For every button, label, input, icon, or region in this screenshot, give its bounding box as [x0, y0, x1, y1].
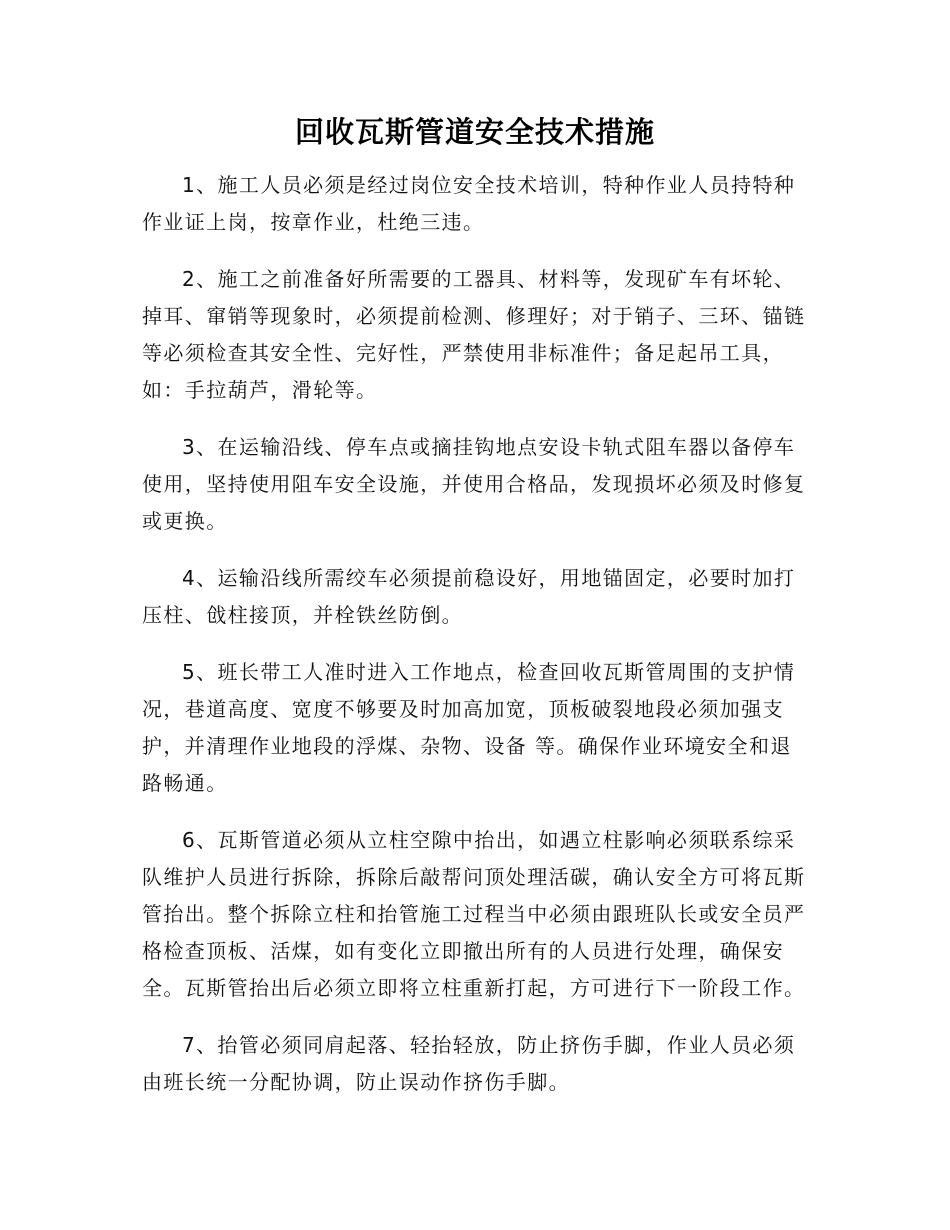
document-body	[142, 167, 810, 1121]
paragraph-4: 4、运输沿线所需绞车必须提前稳设好，用地锚固定，必要时加打压柱、戗柱接顶，并栓铁丝防倒。	[142, 566, 796, 627]
paragraph-2: 2、施工之前准备好所需要的工器具、材料等，发现矿车有坏轮、掉耳、窜销等现象时，必须提前检测、修理好；对于销子、三环、锚链等必须检查其安全性、完好性，严禁使用非标准件；备足起吊工具，如：手拉葫芦，滑轮等。	[142, 267, 806, 402]
paragraph-6: 6、瓦斯管道必须从立柱空隙中抬出，如遇立柱影响必须联系综采队维护人员进行拆除，拆除后敲帮问顶处理活碳，确认安全方可将瓦斯管抬出。整个拆除立柱和抬管施工过程当中必须由跟班队长或安全员严格检查顶板、活煤，如有变化立即撤出所有的人员进行处理，确保安全。瓦斯管抬出后必须立即将立柱重新打起，方可进行下一阶段工作。	[142, 828, 806, 1000]
paragraph-3: 3、在运输沿线、停车点或摘挂钩地点安设卡轨式阻车器以备停车使用，坚持使用阻车安全设施，并使用合格品，发现损坏必须及时修复或更换。	[142, 435, 806, 533]
paragraph-7: 7、抬管必须同肩起落、轻抬轻放，防止挤伤手脚，作业人员必须由班长统一分配协调，防止误动作挤伤手脚。	[142, 1033, 796, 1094]
document-title: 回收瓦斯管道安全技术措施	[294, 115, 655, 149]
paragraph-5: 5、班长带工人准时进入工作地点，检查回收瓦斯管周围的支护情况，巷道高度、宽度不够要及时加高加宽，顶板破裂地段必须加强支护，并清理作业地段的浮煤、杂物、设备 等。确保作业环境安全和退路畅通。	[142, 660, 796, 795]
paragraph-1: 1、施工人员必须是经过岗位安全技术培训，特种作业人员持特种作业证上岗，按章作业，杜绝三违。	[142, 173, 796, 234]
